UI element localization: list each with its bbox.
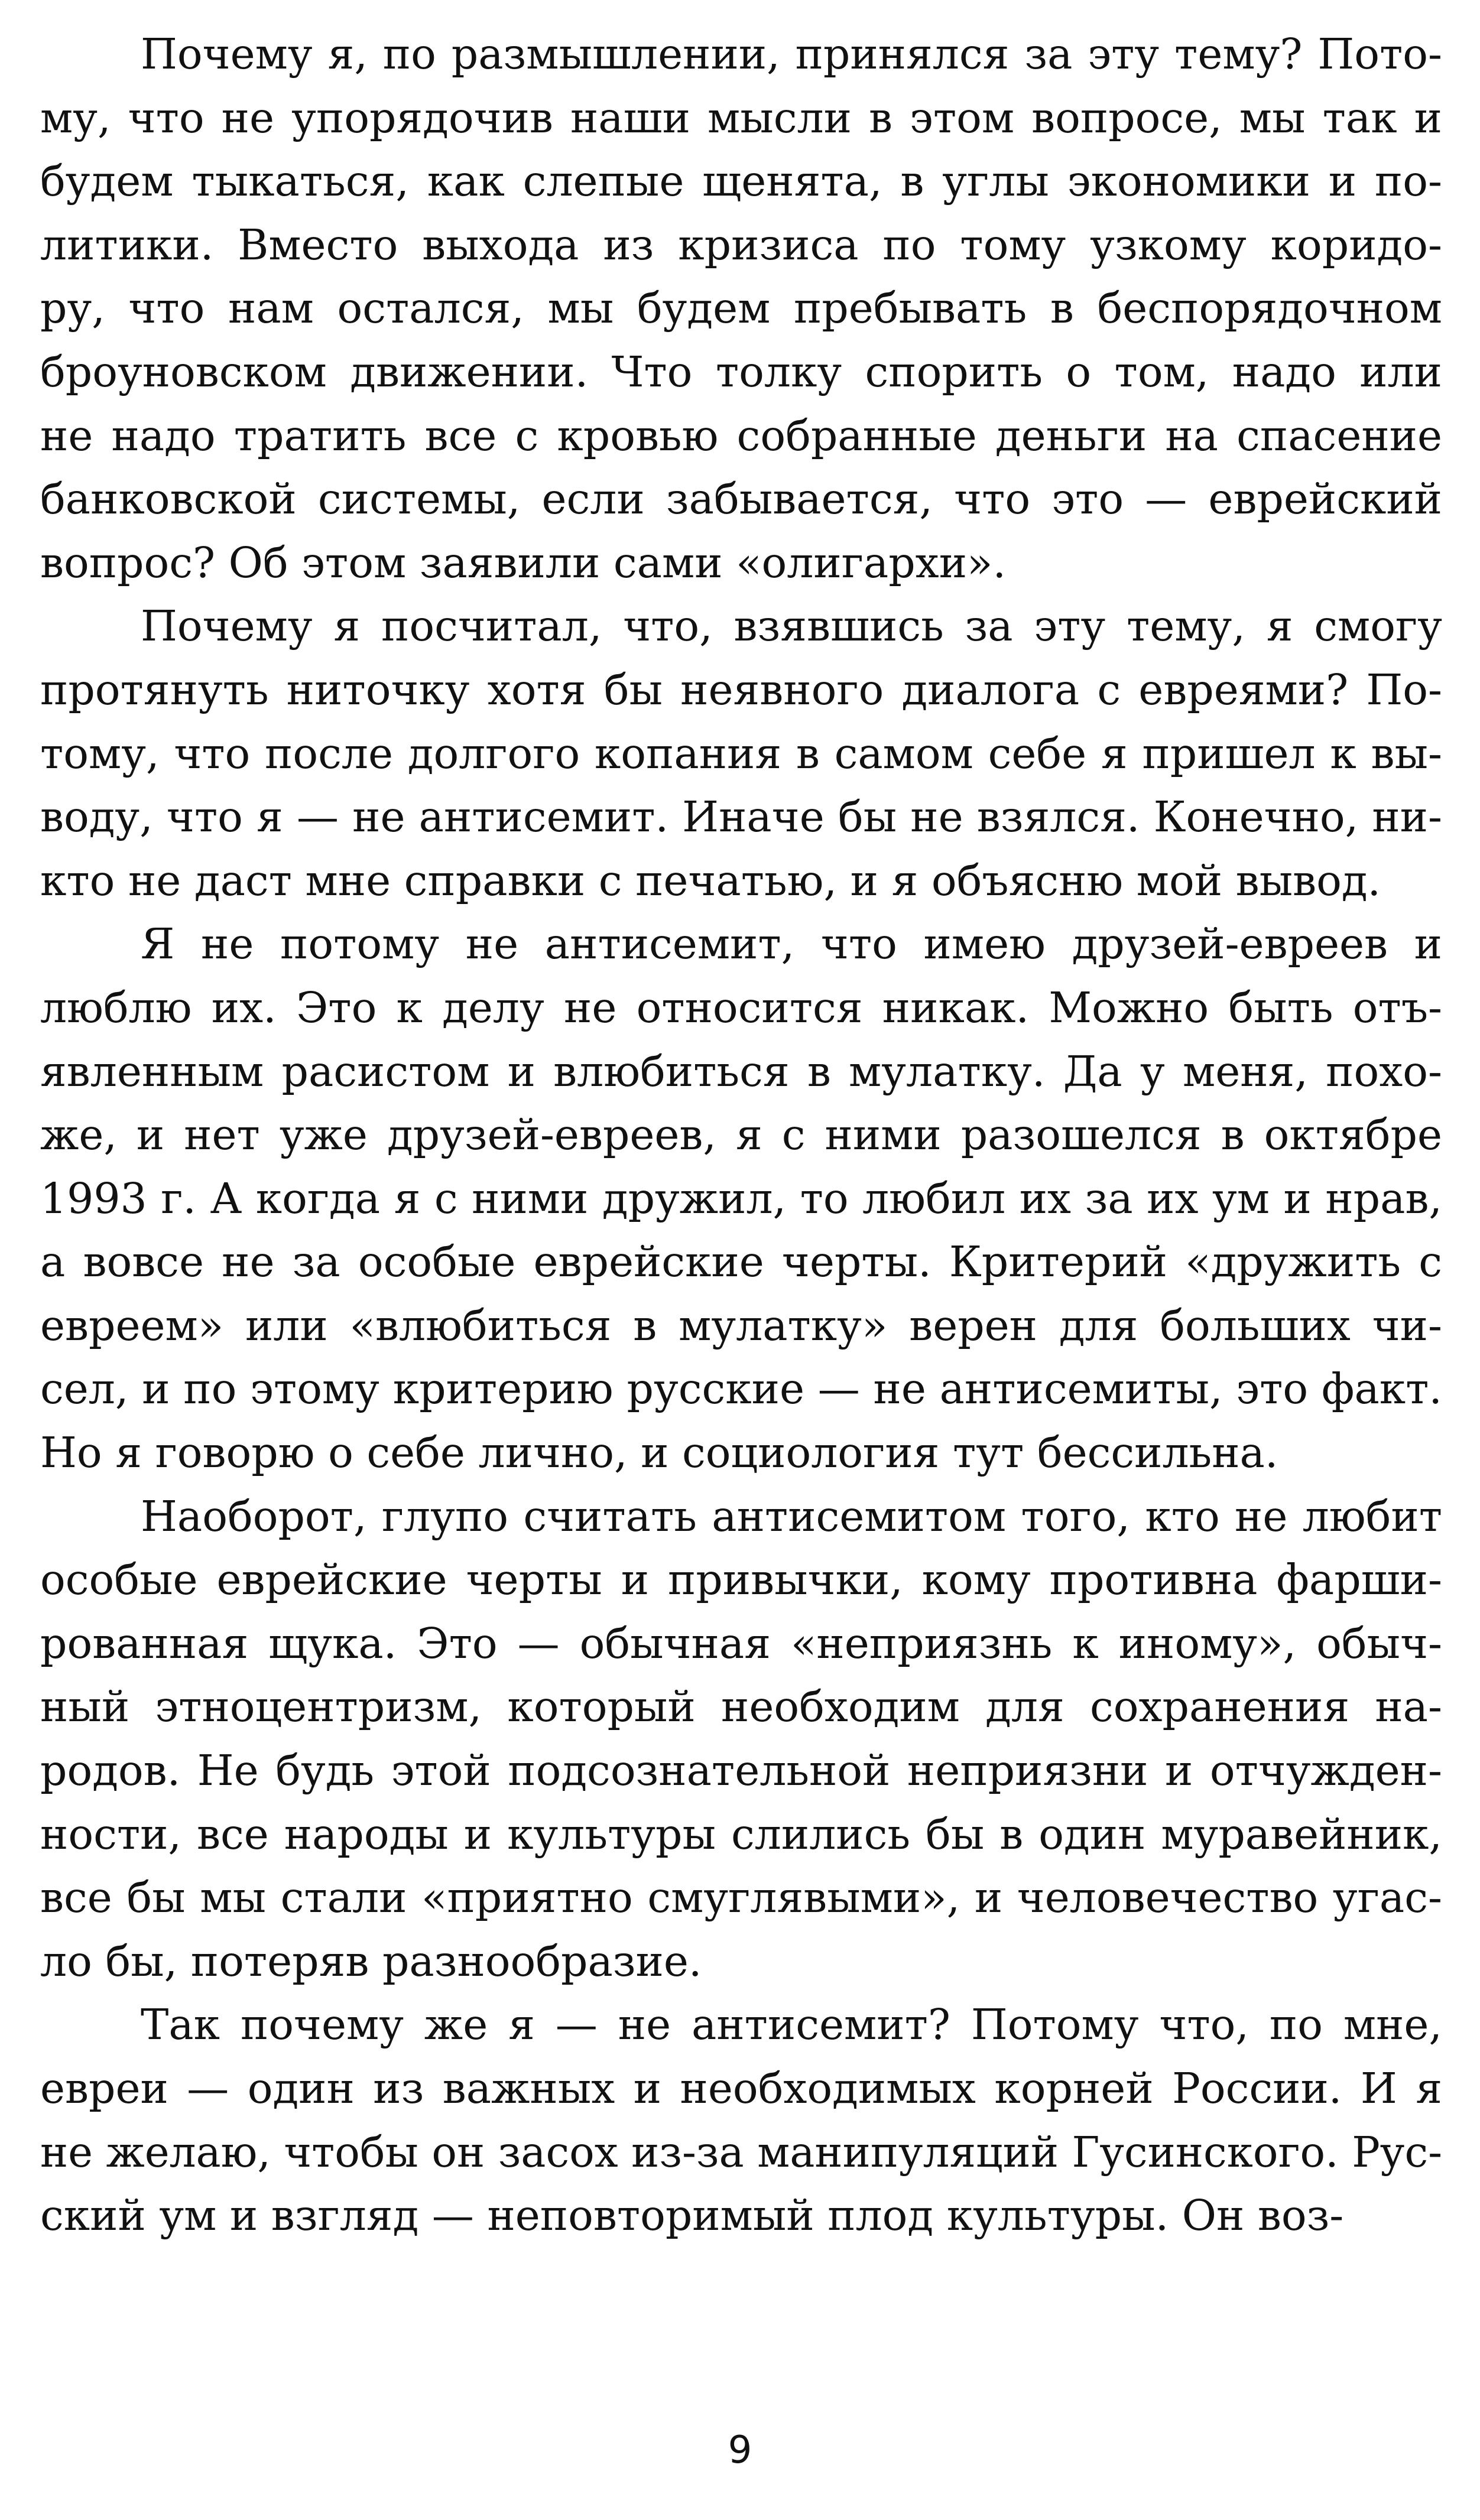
text-line: родов. Не будь этой подсознательной неприязни и отчужден- xyxy=(40,1746,1442,1796)
paragraph xyxy=(40,912,1442,1484)
text-line: Почему я посчитал, что, взявшись за эту тему, я смогу xyxy=(141,601,1442,651)
text-line: ру, что нам остался, мы будем пребывать в беспорядочном xyxy=(40,284,1442,333)
text-line: ности, все народы и культуры слились бы в один муравейник, xyxy=(40,1809,1442,1859)
text-line: ский ум и взгляд — неповторимый плод культуры. Он воз- xyxy=(40,2191,1344,2241)
text-line: протянуть ниточку хотя бы неявного диалога с евреями? По- xyxy=(40,665,1442,714)
text-line: броуновском движении. Что толку спорить о том, надо или xyxy=(40,347,1442,396)
text-line: Почему я, по размышлении, принялся за эту тему? Пото- xyxy=(141,30,1442,79)
text-line: му, что не упорядочив наши мысли в этом вопросе, мы так и xyxy=(40,93,1442,142)
text-line: Наоборот, глупо считать антисемитом того, кто не любит xyxy=(141,1491,1442,1541)
text-line: же, и нет уже друзей-евреев, я с ними разошелся в октябре xyxy=(40,1110,1442,1160)
text-line: литики. Вместо выхода из кризиса по тому узкому коридо- xyxy=(40,220,1442,269)
text-line: все бы мы стали «приятно смуглявыми», и человечество угас- xyxy=(40,1873,1442,1923)
text-line: не надо тратить все с кровью собранные деньги на спасение xyxy=(40,411,1442,460)
text-line: вопрос? Об этом заявили сами «олигархи». xyxy=(40,538,1007,587)
paragraph xyxy=(40,22,1442,594)
paragraph xyxy=(40,594,1442,912)
text-line: Но я говорю о себе лично, и социология тут бессильна. xyxy=(40,1428,1278,1478)
text-line: Я не потому не антисемит, что имею друзей-евреев и xyxy=(141,919,1442,969)
text-line: явленным расистом и влюбиться в мулатку. Да у меня, похо- xyxy=(40,1046,1442,1096)
text-line: будем тыкаться, как слепые щенята, в углы экономики и по- xyxy=(40,157,1442,206)
text-line: Так почему же я — не антисемит? Потому что, по мне, xyxy=(141,2000,1442,2050)
text-line: люблю их. Это к делу не относится никак. Можно быть отъ- xyxy=(40,983,1442,1032)
paragraph xyxy=(40,1485,1442,1994)
text-line: а вовсе не за особые еврейские черты. Критерий «дружить с xyxy=(40,1237,1442,1287)
text-line: ло бы, потеряв разнообразие. xyxy=(40,1936,702,1986)
text-line: банковской системы, если забывается, что это — еврейский xyxy=(40,474,1442,524)
text-line: 1993 г. А когда я с ними дружил, то любил их за их ум и нрав, xyxy=(40,1173,1442,1223)
text-line: не желаю, чтобы он засох из-за манипуляций Гусинского. Рус- xyxy=(40,2127,1442,2177)
text-line: сел, и по этому критерию русские — не антисемиты, это факт. xyxy=(40,1364,1442,1414)
text-line: ный этноцентризм, который необходим для сохранения на- xyxy=(40,1682,1442,1732)
text-line: евреем» или «влюбиться в мулатку» верен для больших чи- xyxy=(40,1300,1442,1350)
text-line: кто не даст мне справки с печатью, и я объясню мой вывод. xyxy=(40,856,1381,905)
text-line: рованная щука. Это — обычная «неприязнь к иному», обыч- xyxy=(40,1618,1442,1668)
body-text xyxy=(40,22,1442,2248)
paragraph xyxy=(40,1993,1442,2247)
page-number: 9 xyxy=(728,2428,752,2472)
text-line: евреи — один из важных и необходимых корней России. И я xyxy=(40,2064,1442,2113)
text-line: воду, что я — не антисемит. Иначе бы не взялся. Конечно, ни- xyxy=(40,792,1442,842)
text-line: тому, что после долгого копания в самом себе я пришел к вы- xyxy=(40,729,1442,778)
text-line: особые еврейские черты и привычки, кому противна фарши- xyxy=(40,1555,1442,1605)
